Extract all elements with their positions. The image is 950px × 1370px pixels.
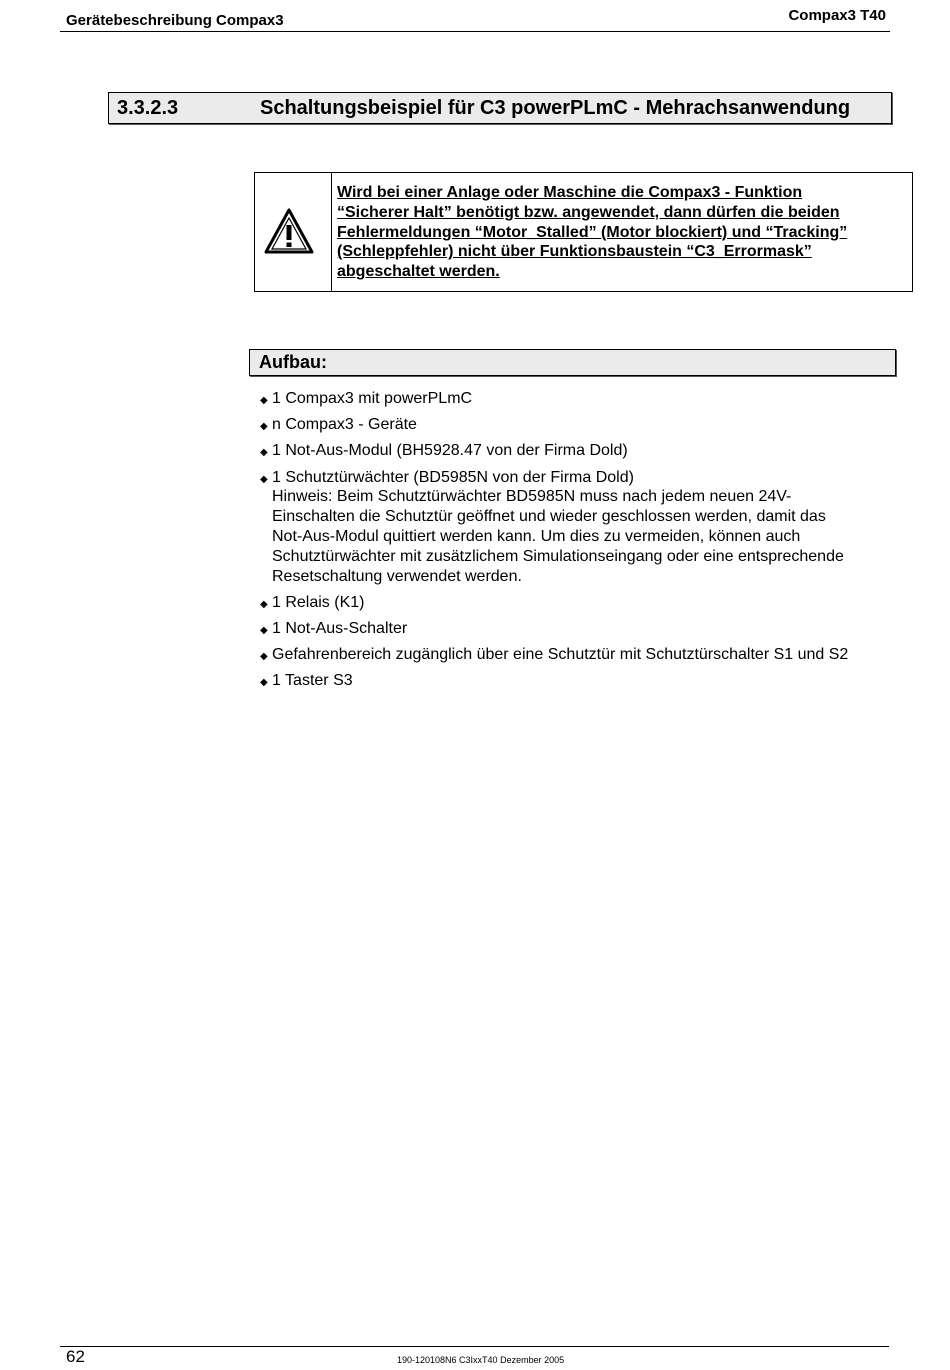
list-item [258,441,898,461]
section-heading [108,92,892,124]
list-item [258,645,898,665]
diamond-bullet-icon: ◆ [260,598,268,610]
warning-line: abgeschaltet werden. [337,263,500,281]
warning-line: Fehlermeldungen “Motor_Stalled” (Motor blockiert) und “Tracking” [337,223,848,241]
list-item-note: Hinweis: Beim Schutztürwächter BD5985N muss nach jedem neuen 24V- [272,488,792,506]
header-divider [60,31,890,32]
warning-line: Wird bei einer Anlage oder Maschine die Compax3 - Funktion [337,184,803,201]
list-item-note: Schutztürwächter mit zusätzlichem Simulationseingang oder eine entsprechende [272,547,844,565]
list-item-note: Not-Aus-Modul quittiert werden kann. Um dies zu vermeiden, können auch [272,527,801,545]
footer-divider [60,1346,889,1347]
warning-divider [331,173,332,291]
list-item-text: 1 Relais (K1) [272,593,365,611]
list-item [258,389,898,409]
list-item-text: 1 Not-Aus-Modul (BH5928.47 von der Firma Dold) [272,442,628,460]
warning-text [337,183,897,282]
list-item [258,468,898,587]
section-number: 3.3.2.3 [117,97,179,119]
running-header-right: Compax3 T40 [788,7,886,24]
aufbau-title: Aufbau: [259,352,327,372]
aufbau-heading [249,349,896,376]
list-item [258,415,898,435]
list-item [258,593,898,613]
warning-line: “Sicherer Halt” benötigt bzw. angewendet, dann dürfen die beiden [337,203,840,221]
diamond-bullet-icon: ◆ [260,677,268,689]
diamond-bullet-icon: ◆ [260,395,268,406]
component-list [258,389,898,697]
diamond-bullet-icon: ◆ [260,651,268,663]
list-item [258,619,898,639]
list-item-note: Resetschaltung verwendet werden. [272,567,522,585]
list-item-text: Gefahrenbereich zugänglich über eine Schutztür mit Schutztürschalter S1 und S2 [272,646,849,664]
list-item-text: 1 Taster S3 [272,672,353,690]
section-title: Schaltungsbeispiel für C3 powerPLmC - Mehrachsanwendung [260,97,851,119]
diamond-bullet-icon: ◆ [260,473,268,485]
list-item-note: Einschalten die Schutztür geöffnet und wieder geschlossen werden, damit das [272,508,826,526]
diamond-bullet-icon: ◆ [260,624,268,636]
document-id: 190-120108N6 C3IxxT40 Dezember 2005 [397,1355,565,1365]
warning-line: (Schleppfehler) nicht über Funktionsbaustein “C3_Errormask” [337,243,812,261]
safety-warning-box [254,172,913,292]
page-number: 62 [66,1347,85,1366]
list-item-text: 1 Compax3 mit powerPLmC [272,390,473,407]
list-item-text: n Compax3 - Geräte [272,416,417,434]
diamond-bullet-icon: ◆ [260,447,268,459]
list-item-text: 1 Schutztürwächter (BD5985N von der Firma Dold) [272,468,634,486]
warning-triangle-icon [263,207,315,255]
list-item-text: 1 Not-Aus-Schalter [272,619,408,637]
diamond-bullet-icon: ◆ [260,421,268,433]
running-header-left: Gerätebeschreibung Compax3 [66,12,284,29]
list-item [258,671,898,691]
